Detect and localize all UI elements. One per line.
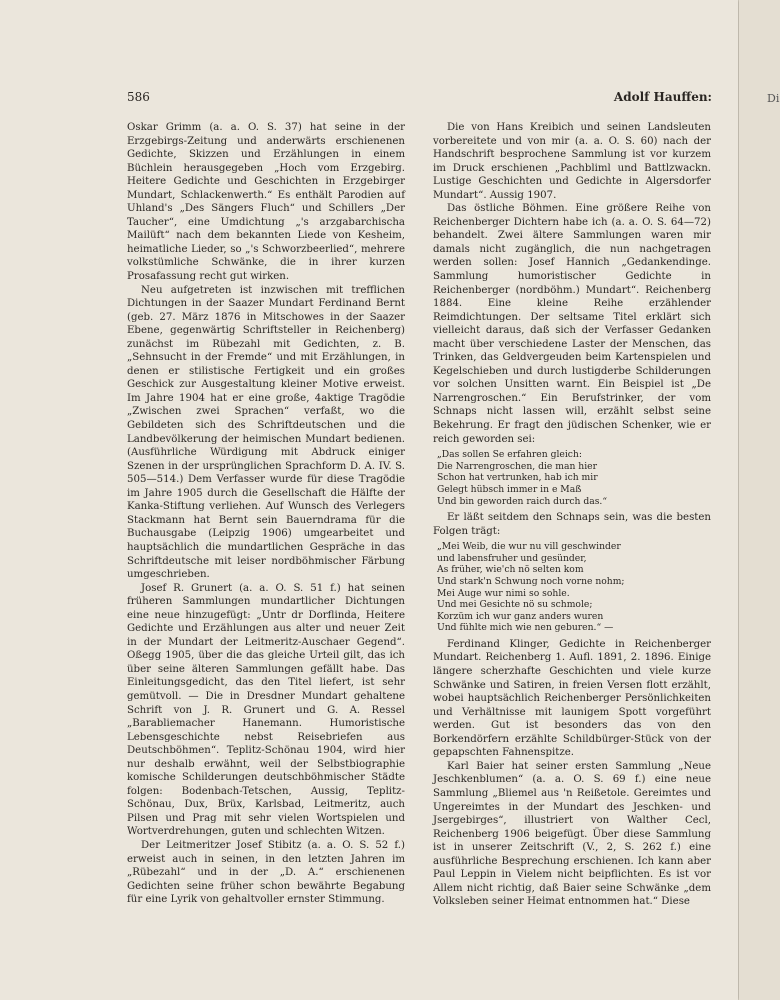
verse-line: Und stark'n Schwung noch vorne nohm; [437, 575, 625, 587]
paragraph-stibitz: Der Leitmeritzer Josef Stibitz (a. a. O. S. 52 f.) erweist auch in seinen, in den letzten Jahren im „Rübezahl“ und in der „D. A.“ erschienenen Gedichten seine früher schon bewährte Begabung für eine Lyrik von gehaltvoller ernster Stimmung. [127, 839, 405, 906]
verse-mei-weib [437, 541, 711, 634]
verse-line: Und fühlte mich wie nen geburen.“ — [437, 622, 614, 634]
paragraph-grimm: Oskar Grimm (a. a. O. S. 37) hat seine in der Erzgebirgs-Zeitung und anderwärts erschienenen Gedichte, Skizzen und Erzählungen in einem Büchlein herausgegeben „Hoch vom Erzgebirg. Heitere Gedichte und Geschichten in Erzgebirger Mundart, Schlackenwerth.“ Es enthält Parodien auf Uhland's „Des Sängers Fluch“ und Schillers „Der Taucher“, eine Umdichtung „'s arzgabarchischa Mailüft“ nach dem bekannten Liede von Kesheim, heimatliche Lieder, so „'s Schworzbeerlied“, mehrere volkstümliche Schwänke, die in ihrer kurzen Prosafassung recht gut wirken. [127, 122, 405, 283]
verse-line: Mei Auge wur nimi so sohle. [437, 587, 570, 599]
running-title: Adolf Hauffen: [613, 90, 712, 104]
next-page-heading-fragment: Di [767, 92, 780, 105]
verse-narrengroschen [437, 449, 711, 507]
verse-line: „Das sollen Se erfahren gleich: [437, 449, 582, 461]
verse-line: Und mei Gesichte nö su schmole; [437, 599, 593, 611]
verse-line: As früher, wie'ch nö selten kom [437, 564, 584, 576]
paragraph-klinger: Ferdinand Klinger, Gedichte in Reichenberger Mundart. Reichenberg 1. Aufl. 1891, 2. 1896. Einige längere scherzhafte Geschichten und viele kurze Schwänke und Satiren, in freien Versen flott erzählt, wobei hauptsächlich Reichenberger Persönlichkeiten und Verhältnisse mit launigem Spott vorgeführt werden. Gut ist besonders das von den Borkendörfern erzählte Schildbürger-Stück von der gepapschten Fahnenspitze. [433, 638, 711, 759]
left-column [127, 121, 405, 907]
verse-line: Korzüm ich wur ganz anders wuren [437, 610, 604, 622]
paragraph-bernt: Neu aufgetreten ist inzwischen mit trefflichen Dichtungen in der Saazer Mundart Ferdinand Bernt (geb. 27. März 1876 in Mitschowes in der Saazer Ebene, gegenwärtig Schriftsteller in Reichenberg) zunächst im Rübezahl mit Gedichten, z. B. „Sehnsucht in der Fremde“ und mit Erzählungen, in denen er stilistische Fertigkeit und ein großes Geschick zur Ausgestaltung kleiner Motive erweist. Im Jahre 1904 hat er eine große, 4aktige Tragödie „Zwischen zwei Sprachen“ verfaßt, wo die Gebildeten sich des Schriftdeutschen und die Landbevölkerung der heimischen Mundart bedienen. (Ausführliche Würdigung mit Abdruck einiger Szenen in der ursprünglichen Sprachform D. A. IV. S. 505—514.) Dem Verfasser wurde für diese Tragödie im Jahre 1905 durch die Gesellschaft die Hälfte der Kanka-Stiftung verliehen. Auf Wunsch des Verlegers Stackmann hat Bernt sein Bauerndrama für die Buchausgabe (Leipzig 1906) umgearbeitet und hauptsächlich die mundartlichen Gespräche in das Schriftdeutsche mit leiser nordböhmischer Färbung umgeschrieben. [127, 284, 405, 581]
verse-line: und labensfruher und gesünder, [437, 552, 587, 564]
verse-line: Gelegt hübsch immer in e Maß [437, 483, 582, 495]
paragraph-baier: Karl Baier hat seiner ersten Sammlung „Neue Jeschkenblumen“ (a. a. O. S. 69 f.) eine neue Sammlung „Bliemel aus 'n Reißetole. Gereimtes und Ungereimtes in der Mundart des Jeschken- und Jsergebirges“, illustriert von Walther Cecl, Reichenberg 1906 beigefügt. Über diese Sammlung ist in unserer Zeitschrift (V., 2, S. 262 f.) eine ausführliche Besprechung erschienen. Ich kann aber Paul Leppin in Vielem nicht beipflichten. Es ist vor Allem nicht richtig, daß Baier seine Schwänke „dem Volksleben seiner Heimat entnommen hat.“ Diese [433, 760, 711, 908]
paragraph-eastern-bohemia: Das östliche Böhmen. Eine größere Reihe von Reichenberger Dichtern habe ich (a. a. O. S. 64—72) behandelt. Zwei ältere Sammlungen waren mir damals nicht zugänglich, die nun nachgetragen werden sollen: Josef Hannich „Gedankendinge. Sammlung humoristischer Gedichte in Reichenberger (nordböhm.) Mundart“. Reichenberg 1884. Eine kleine Reihe erzählender Reimdichtungen. Der seltsame Titel erklärt sich vielleicht daraus, daß sich der Verfasser Gedanken macht über verschiedene Laster der Menschen, das Trinken, das Geldvergeuden beim Kartenspielen und Kegelschieben und durch lustigderbe Schilderungen vor solchen Unsitten warnt. Ein Beispiel ist „De Narrengroschen.“ Ein Berufstrinker, der vom Schnaps nicht lassen will, erzählt selbst seine Bekehrung. Er fragt den jüdischen Schenker, wie er reich geworden sei: [433, 203, 711, 445]
paragraph-kreibich: Die von Hans Kreibich und seinen Landsleuten vorbereitete und von mir (a. a. O. S. 60) nach der Handschrift besprochene Sammlung ist vor kurzem im Druck erschienen „Pachbliml und Battlzwackn. Lustige Geschichten und Gedichte in Algersdorfer Mundart“. Aussig 1907. [433, 122, 711, 201]
next-page-edge [739, 0, 780, 1000]
page-number: 586 [127, 90, 150, 104]
verse-line: Die Narrengroschen, die man hier [437, 460, 597, 472]
paragraph-grunert: Josef R. Grunert (a. a. O. S. 51 f.) hat seinen früheren Sammlungen mundartlicher Dichtungen eine neue hinzugefügt: „Untr dr Dorflinda, Heitere Gedichte und Erzählungen aus alter und neuer Zeit in der Mundart der Leitmeritz-Auschaer Gegend“. Oßegg 1905, über die das gleiche Urteil gilt, das ich über seine älteren Sammlungen gefällt habe. Das Einleitungsgedicht, das den Titel liefert, ist sehr gemütvoll. — Die in Dresdner Mundart gehaltene Schrift von J. R. Grunert und G. A. Ressel „Barabliemacher Hanemann. Humoristische Lebensgeschichte nebst Reisebriefen aus Deutschböhmen“. Teplitz-Schönau 1904, wird hier nur deshalb erwähnt, weil der Selbstbiographie komische Schilderungen deutschböhmischer Städte folgen: Bodenbach-Tetschen, Aussig, Teplitz-Schönau, Dux, Brüx, Karlsbad, Leitmeritz, auch Pilsen und Prag mit sehr vielen Wortspielen und Wortverdrehungen, guten und schlechten Witzen. [127, 582, 405, 838]
paragraph-folgen: Er läßt seitdem den Schnaps sein, was die besten Folgen trägt: [433, 512, 711, 537]
verse-line: „Mei Weib, die wur nu vill geschwinder [437, 541, 621, 553]
verse-line: Schon hat vertrunken, hab ich mir [437, 472, 598, 484]
right-column [433, 121, 711, 909]
verse-line: Und bin geworden raich durch das.“ [437, 495, 608, 507]
running-head [127, 90, 712, 106]
